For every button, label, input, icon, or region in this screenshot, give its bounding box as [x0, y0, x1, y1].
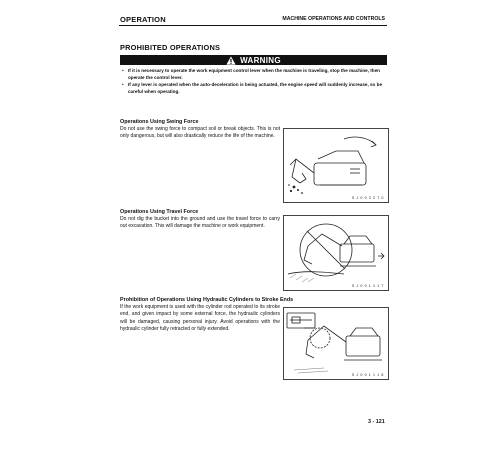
section-title-swing-force: Operations Using Swing Force — [120, 119, 199, 125]
warning-item — [121, 82, 385, 95]
section-body-travel-force: Do not dig the bucket into the ground and use the travel force to carry out excavation. This will damage the machine or work equipment. — [120, 216, 280, 230]
section-title-stroke-ends: Prohibition of Operations Using Hydraulic Cylinders to Stroke Ends — [120, 297, 294, 303]
figure-swing-force — [283, 128, 389, 203]
excavator-travel-illustration — [284, 216, 388, 290]
warning-triangle-icon — [226, 56, 236, 65]
header-chapter: MACHINE OPERATIONS AND CONTROLS — [282, 16, 385, 22]
excavator-swing-illustration — [284, 129, 388, 202]
warning-item-text: If it is necessary to operate the work equipment control lever when the machine is traveling, stop the machine, then operate the control lever. — [128, 68, 380, 80]
warning-list — [121, 68, 385, 96]
section-body-stroke-ends: If the work equipment is used with the cylinder rod operated to its stroke end, and given impact by some external force, the hydraulic cylinders will be damaged, causing personal injury. Avoid operations with the hydraulic cylinder fully retracted or fully extended. — [120, 304, 280, 333]
figure-code: S J 0 0 1 1 1 7 — [351, 284, 384, 288]
page-number: 3 - 121 — [368, 419, 385, 425]
warning-banner — [120, 55, 387, 65]
header-rule — [119, 25, 387, 26]
warning-label: WARNING — [240, 55, 281, 65]
bullet-icon: • — [122, 82, 124, 88]
header-section: OPERATION — [120, 15, 166, 24]
figure-travel-force — [283, 215, 389, 291]
section-body-swing-force: Do not use the swing force to compact soil or break objects. This is not only dangerous, but will also drastically reduce the life of the machine. — [120, 126, 280, 140]
warning-item — [121, 68, 385, 81]
figure-stroke-ends — [283, 307, 389, 380]
bullet-icon: • — [122, 68, 124, 73]
warning-item-text: If any lever is operated when the auto-deceleration is being actuated, the engine speed will suddenly increase, so be careful when operating. — [128, 82, 383, 94]
figure-code: S J 0 0 1 1 1 8 — [351, 373, 384, 377]
page-title: PROHIBITED OPERATIONS — [120, 43, 221, 52]
figure-code: S J 0 0 3 2 7 0 — [351, 196, 384, 200]
hydraulic-cylinder-illustration — [284, 308, 388, 379]
section-title-travel-force: Operations Using Travel Force — [120, 209, 199, 215]
